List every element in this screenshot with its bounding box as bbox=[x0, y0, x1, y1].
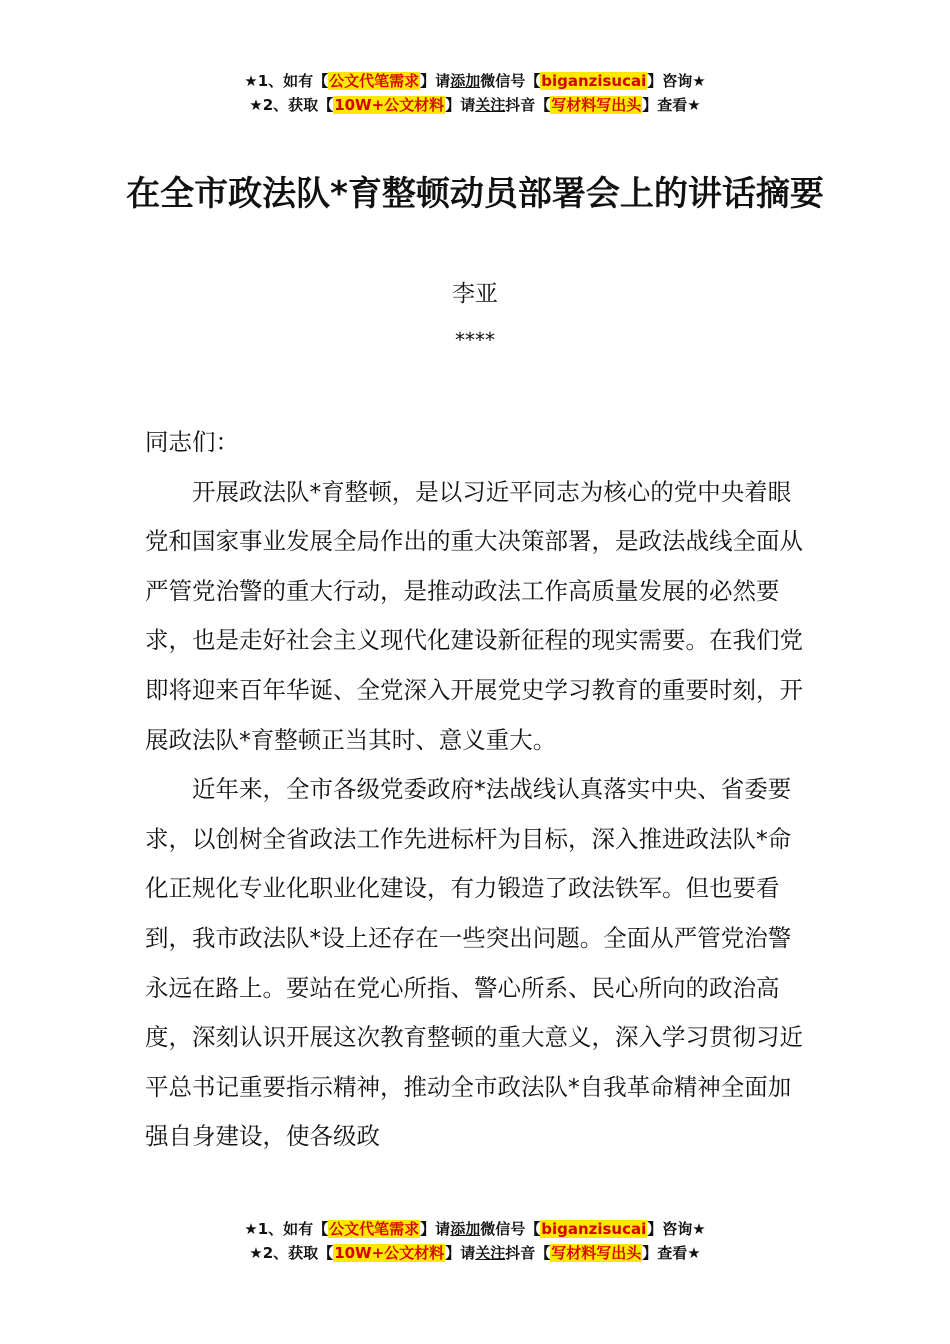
promo-text: 抖音【 bbox=[505, 96, 551, 114]
promo-highlight: 10W+公文材料 bbox=[334, 96, 445, 114]
promo-text: ★2、获取【 bbox=[249, 1244, 334, 1262]
paragraph: 近年来，全市各级党委政府*法战线认真落实中央、省委要求，以创树全省政法工作先进标杆为目标，深入推进政法队*命化正规化专业化职业化建设，有力锻造了政法铁军。但也要看到，我市政法队*设上还存在一些突出问题。全面从严管党治警永远在路上。要站在党心所指、警心所系、民心所向的政治高度，深刻认识开展这次教育整顿的重大意义，深入学习贯彻习近平总书记重要指示精神，推动全市政法队*自我革命精神全面加强自身建设，使各级政 bbox=[145, 775, 803, 1151]
promo-text: 】请 bbox=[445, 96, 476, 114]
promo-text: 】查看★ bbox=[642, 96, 701, 114]
author-affiliation-masked: **** bbox=[455, 328, 495, 352]
promo-highlight: 公文代笔需求 bbox=[329, 1220, 420, 1238]
paragraph: 开展政法队*育整顿，是以习近平同志为核心的党中央着眼党和国家事业发展全局作出的重大决策部署，是政法战线全面从严管党治警的重大行动，是推动政法工作高质量发展的必然要求，也是走好社会主义现代化建设新征程的现实需要。在我们党即将迎来百年华诞、全党深入开展党史学习教育的重要时刻，开展政法队*育整顿正当其时、意义重大。 bbox=[145, 477, 803, 754]
document-title: 在全市政法队*育整顿动员部署会上的讲话摘要 bbox=[126, 174, 824, 214]
promo-text: 】咨询★ bbox=[647, 1220, 706, 1238]
promo-line-2 bbox=[0, 1241, 950, 1265]
promo-highlight: biganzisucai bbox=[541, 1220, 647, 1238]
promo-underlined: 关注 bbox=[475, 1244, 506, 1262]
promo-highlight: biganzisucai bbox=[541, 72, 647, 90]
promo-text: 微信号【 bbox=[480, 72, 541, 90]
author-name: 李亚 bbox=[452, 281, 498, 307]
promo-banner-top bbox=[0, 69, 950, 117]
promo-highlight: 公文代笔需求 bbox=[329, 72, 420, 90]
promo-line-2 bbox=[0, 93, 950, 117]
promo-line-1 bbox=[0, 69, 950, 93]
promo-underlined: 添加 bbox=[450, 72, 481, 90]
promo-highlight: 写材料写出头 bbox=[551, 1244, 642, 1262]
promo-text: ★2、获取【 bbox=[249, 96, 334, 114]
promo-underlined: 关注 bbox=[475, 96, 506, 114]
promo-text: 】咨询★ bbox=[647, 72, 706, 90]
promo-text: 抖音【 bbox=[505, 1244, 551, 1262]
promo-text: 】请 bbox=[445, 1244, 476, 1262]
promo-text: 】请 bbox=[420, 1220, 451, 1238]
promo-underlined: 添加 bbox=[450, 1220, 481, 1238]
document-body bbox=[145, 418, 805, 1162]
promo-text: ★1、如有【 bbox=[244, 72, 329, 90]
promo-text: ★1、如有【 bbox=[244, 1220, 329, 1238]
promo-highlight: 写材料写出头 bbox=[551, 96, 642, 114]
promo-line-1 bbox=[0, 1217, 950, 1241]
promo-text: 】查看★ bbox=[642, 1244, 701, 1262]
promo-banner-bottom bbox=[0, 1217, 950, 1265]
salutation: 同志们： bbox=[145, 428, 239, 456]
promo-text: 】请 bbox=[420, 72, 451, 90]
promo-highlight: 10W+公文材料 bbox=[334, 1244, 445, 1262]
promo-text: 微信号【 bbox=[480, 1220, 541, 1238]
